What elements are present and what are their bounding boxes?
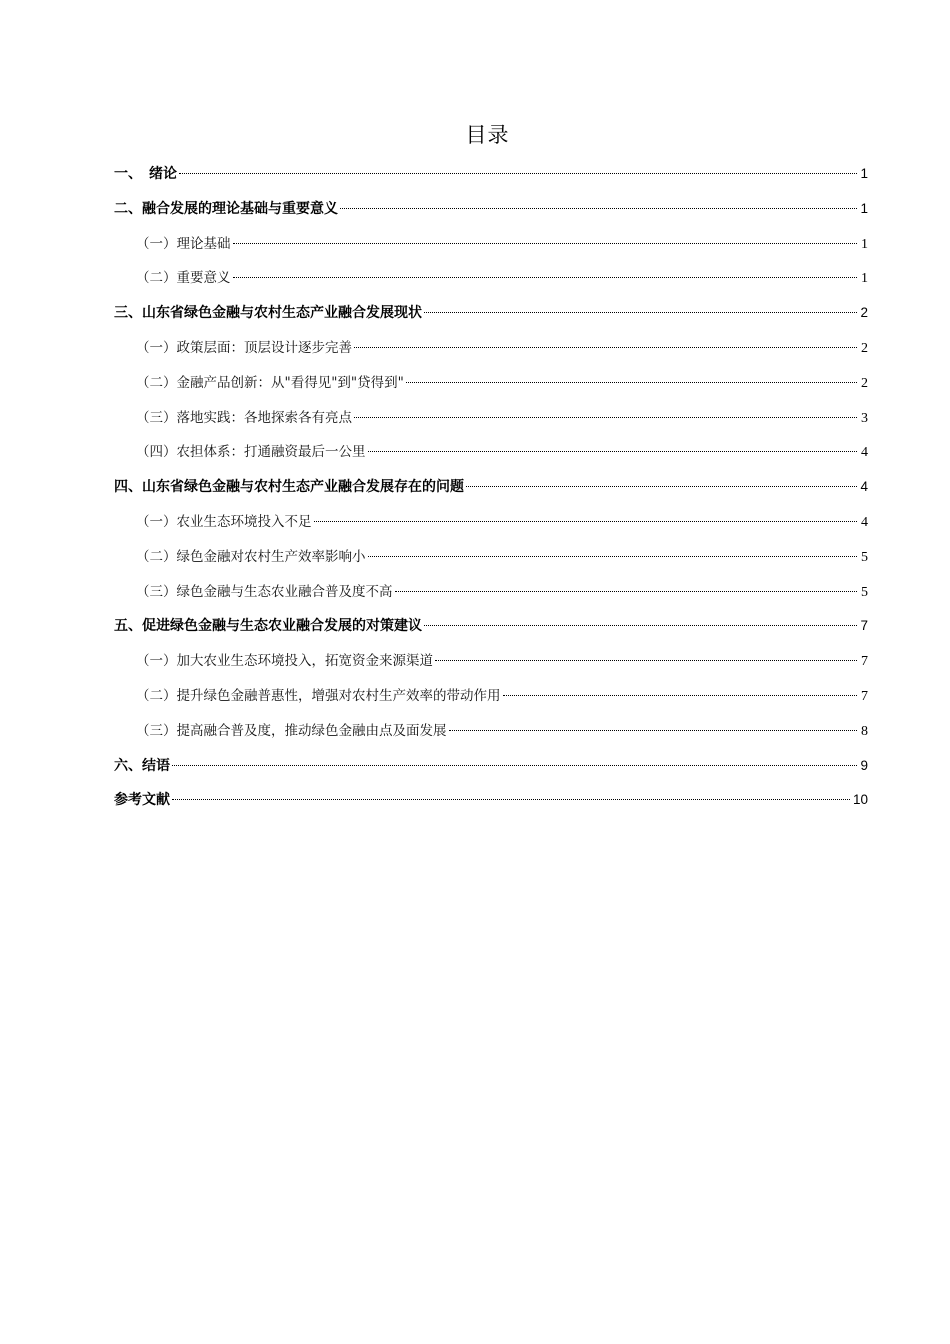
toc-entry-label: 一、 绪论	[114, 166, 177, 182]
toc-entry-section[interactable]	[114, 505, 868, 540]
toc-entry-section[interactable]	[114, 366, 868, 401]
toc-dot-leader	[368, 451, 858, 452]
toc-dot-leader	[340, 208, 857, 209]
toc-entry-label: 四、山东省绿色金融与农村生态产业融合发展存在的问题	[114, 479, 464, 496]
toc-entry-section[interactable]	[114, 714, 868, 749]
toc-dot-leader	[233, 277, 858, 278]
toc-page-number: 7	[861, 688, 868, 704]
toc-entry-chapter[interactable]	[114, 296, 868, 331]
toc-entry-label: （二）金融产品创新：从"看得见"到"贷得到"	[136, 374, 404, 391]
toc-entry-label: （二）提升绿色金融普惠性，增强对农村生产效率的带动作用	[136, 687, 501, 704]
toc-entry-label: （一）农业生态环境投入不足	[136, 513, 312, 530]
toc-entry-label: 参考文献	[114, 792, 170, 809]
toc-page-number: 3	[861, 410, 868, 426]
toc-dot-leader	[466, 486, 857, 487]
toc-entry-label: 六、结语	[114, 757, 170, 774]
toc-page-number: 2	[860, 305, 868, 321]
toc-entry-label: 三、山东省绿色金融与农村生态产业融合发展现状	[114, 305, 422, 322]
toc-dot-leader	[172, 799, 850, 800]
toc-entry-label: 五、促进绿色金融与生态农业融合发展的对策建议	[114, 618, 422, 635]
toc-entry-chapter[interactable]	[114, 192, 868, 227]
toc-entry-section[interactable]	[114, 401, 868, 436]
toc-entry-chapter[interactable]	[114, 470, 868, 505]
toc-dot-leader	[179, 173, 857, 174]
toc-entry-label: （二）绿色金融对农村生产效率影响小	[136, 548, 366, 565]
toc-dot-leader	[424, 625, 857, 626]
toc-entry-chapter[interactable]	[114, 783, 868, 818]
toc-dot-leader	[233, 243, 858, 244]
toc-entry-section[interactable]	[114, 575, 868, 610]
toc-page-number: 4	[861, 514, 868, 530]
toc-entry-chapter[interactable]	[114, 157, 868, 192]
toc-page-number: 1	[861, 236, 868, 252]
toc-entry-label: （三）绿色金融与生态农业融合普及度不高	[136, 583, 393, 600]
toc-dot-leader	[172, 765, 857, 766]
toc-entry-label: （一）加大农业生态环境投入，拓宽资金来源渠道	[136, 653, 433, 670]
toc-dot-leader	[368, 556, 858, 557]
toc-page-number: 1	[861, 271, 868, 287]
toc-dot-leader	[406, 382, 857, 383]
toc-dot-leader	[435, 660, 857, 661]
toc-entry-label: （二）重要意义	[136, 270, 231, 287]
toc-dot-leader	[354, 347, 857, 348]
toc-dot-leader	[503, 695, 858, 696]
toc-page-number: 7	[860, 618, 868, 634]
toc-entry-section[interactable]	[114, 679, 868, 714]
toc-page-number: 2	[861, 375, 868, 391]
toc-entry-label: （四）农担体系：打通融资最后一公里	[136, 444, 366, 461]
page-title: 目录	[465, 123, 510, 147]
toc-entry-label: （三）落地实践：各地探索各有亮点	[136, 409, 352, 426]
toc-page-number: 5	[861, 549, 868, 565]
toc-entry-label: （三）提高融合普及度，推动绿色金融由点及面发展	[136, 722, 447, 739]
toc-page-number: 8	[861, 723, 868, 739]
toc-dot-leader	[424, 312, 857, 313]
toc-page-number: 4	[861, 445, 868, 461]
toc-entry-chapter[interactable]	[114, 749, 868, 784]
toc-page-number: 9	[860, 757, 868, 773]
toc-dot-leader	[449, 730, 858, 731]
toc-page-number: 2	[861, 340, 868, 356]
toc-entry-section[interactable]	[114, 331, 868, 366]
toc-entry-section[interactable]	[114, 540, 868, 575]
toc-page-number: 5	[861, 584, 868, 600]
table-of-contents	[114, 157, 868, 818]
toc-page-number: 4	[860, 479, 868, 495]
toc-dot-leader	[354, 417, 857, 418]
toc-entry-label: （一）政策层面：顶层设计逐步完善	[136, 339, 352, 356]
toc-entry-section[interactable]	[114, 261, 868, 296]
toc-dot-leader	[395, 591, 858, 592]
toc-entry-label: （一）理论基础	[136, 235, 231, 252]
toc-entry-section[interactable]	[114, 435, 868, 470]
toc-page-number: 10	[852, 792, 868, 808]
toc-page-number: 7	[861, 654, 868, 670]
toc-page-number: 1	[860, 200, 868, 216]
toc-dot-leader	[314, 521, 858, 522]
toc-entry-section[interactable]	[114, 644, 868, 679]
toc-page-number: 1	[860, 166, 868, 181]
toc-entry-chapter[interactable]	[114, 609, 868, 644]
toc-entry-section[interactable]	[114, 227, 868, 262]
toc-entry-label: 二、融合发展的理论基础与重要意义	[114, 200, 338, 217]
